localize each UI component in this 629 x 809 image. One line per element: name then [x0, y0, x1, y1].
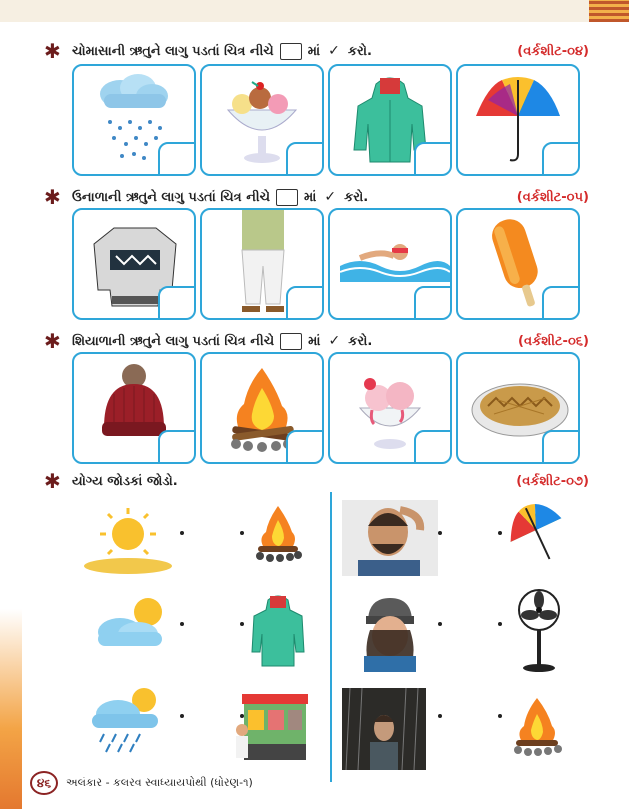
question-text: ચોમાસાની ઋતુને લાગુ પડતાં ચિત્ર નીચે માં ✓ કરો.: [72, 42, 372, 59]
match-sun: [80, 506, 176, 580]
match-dot[interactable]: [180, 622, 184, 626]
worksheet-ref: (વર્કશીટ-૦૬): [518, 333, 589, 349]
star-icon: ✱: [44, 185, 61, 209]
card-sweet-dish: [456, 352, 580, 464]
sun-icon: [80, 506, 176, 576]
question-4: [44, 470, 589, 492]
card-bonfire: [200, 352, 324, 464]
worksheet-ref: (વર્કશીટ-૦૭): [516, 473, 589, 489]
answer-box-sample: [280, 333, 302, 350]
page-number: ૪૬: [30, 771, 58, 795]
answer-box[interactable]: [158, 430, 196, 464]
sweating-man-icon: [342, 500, 438, 576]
match-dot[interactable]: [498, 531, 502, 535]
card-row-3: [72, 352, 580, 464]
footer: [30, 770, 253, 796]
answer-box-sample: [276, 189, 298, 206]
answer-box[interactable]: [286, 430, 324, 464]
worksheet-ref: (વર્કશીટ-૦૪): [517, 43, 589, 59]
answer-box[interactable]: [286, 142, 324, 176]
footer-text: અલંકાર - કલરવ સ્વાધ્યાયપોથી (ધોરણ-૧): [66, 776, 253, 789]
top-stripe: [0, 0, 629, 22]
match-rain-cloud: [82, 686, 172, 760]
match-dot[interactable]: [180, 531, 184, 535]
answer-box[interactable]: [414, 142, 452, 176]
tick-icon: ✓: [328, 332, 341, 349]
question-1: [44, 40, 589, 62]
card-ice-candy: [456, 208, 580, 320]
juice-stall-icon: [232, 690, 312, 762]
umbrella-icon: [504, 500, 566, 566]
card-ice-cream: [200, 64, 324, 176]
worksheet-ref: (વર્કશીટ-૦૫): [516, 189, 589, 205]
match-dot[interactable]: [438, 622, 442, 626]
answer-box-sample: [280, 43, 302, 60]
match-bonfire-2: [506, 694, 568, 762]
top-band: [589, 0, 629, 22]
question-text: યોગ્ય જોડકાં જોડો.: [72, 473, 178, 489]
match-dot[interactable]: [240, 622, 244, 626]
answer-box[interactable]: [542, 286, 580, 320]
match-dot[interactable]: [438, 531, 442, 535]
match-divider: [330, 492, 332, 782]
card-ice-cream-cup: [328, 352, 452, 464]
card-row-1: [72, 64, 580, 176]
answer-box[interactable]: [158, 142, 196, 176]
match-girl-in-rain: [342, 688, 426, 774]
card-row-2: [72, 208, 580, 320]
match-table-fan: [514, 588, 564, 678]
card-umbrella: [456, 64, 580, 176]
card-rain-cloud: [72, 64, 196, 176]
answer-box[interactable]: [414, 430, 452, 464]
match-raincoat: [246, 590, 310, 672]
card-raincoat: [328, 64, 452, 176]
answer-box[interactable]: [158, 286, 196, 320]
card-wool-cap: [72, 352, 196, 464]
bonfire-icon: [506, 694, 568, 758]
rain-cloud-sun-icon: [82, 686, 172, 756]
card-swimmer: [328, 208, 452, 320]
match-sun-cloud: [86, 594, 176, 658]
match-dot[interactable]: [498, 622, 502, 626]
match-juice-stall: [232, 690, 312, 766]
tick-icon: ✓: [328, 42, 340, 59]
match-umbrella: [504, 500, 566, 570]
star-icon: ✱: [44, 329, 61, 353]
girl-in-rain-icon: [342, 688, 426, 770]
left-decoration: [0, 609, 22, 809]
match-dot[interactable]: [438, 714, 442, 718]
match-bonfire: [248, 502, 308, 568]
answer-box[interactable]: [286, 286, 324, 320]
match-woman-in-cap: [342, 594, 436, 676]
card-kurta: [200, 208, 324, 320]
bonfire-icon: [248, 502, 308, 564]
woman-in-cap-icon: [342, 594, 436, 672]
question-text: ઉનાળાની ઋતુને લાગુ પડતાં ચિત્ર નીચે માં ✓ કરો.: [72, 188, 369, 205]
tick-icon: ✓: [324, 188, 337, 205]
match-dot[interactable]: [240, 531, 244, 535]
question-2: [44, 186, 589, 208]
card-sweater: [72, 208, 196, 320]
raincoat-icon: [246, 590, 310, 668]
table-fan-icon: [514, 588, 564, 674]
answer-box[interactable]: [414, 286, 452, 320]
question-3: [44, 330, 589, 352]
sun-cloud-icon: [86, 594, 176, 654]
answer-box[interactable]: [542, 430, 580, 464]
match-dot[interactable]: [498, 714, 502, 718]
star-icon: ✱: [44, 469, 61, 493]
star-icon: ✱: [44, 39, 61, 63]
answer-box[interactable]: [542, 142, 580, 176]
match-dot[interactable]: [180, 714, 184, 718]
match-sweating-man: [342, 500, 438, 580]
question-text: શિયાળાની ઋતુને લાગુ પડતાં ચિત્ર નીચે માં ✓ કરો.: [72, 332, 373, 349]
